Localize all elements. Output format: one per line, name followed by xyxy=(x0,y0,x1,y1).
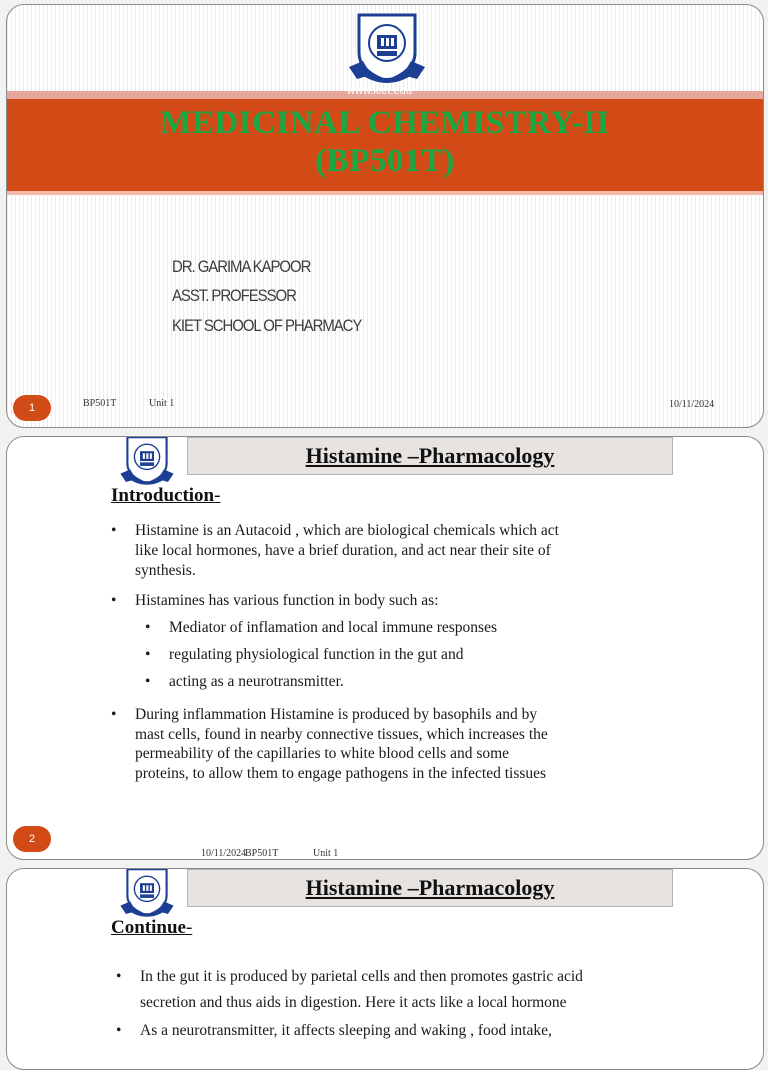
slide-title: Histamine –Pharmacology xyxy=(305,443,555,468)
slide-number-badge: 2 xyxy=(13,826,51,852)
bullet-line: mast cells, found in nearby connective tissues, which increases the xyxy=(135,725,548,743)
bullet-dot-icon: • xyxy=(111,706,117,723)
title-slide xyxy=(6,4,764,428)
bullet-line: regulating physiological function in the gut and xyxy=(169,646,464,663)
bullet-line: secretion and thus aids in digestion. Here it acts like a local hormone xyxy=(140,994,567,1011)
bullet-item xyxy=(111,705,548,783)
bullet-line: acting as a neurotransmitter. xyxy=(169,673,344,690)
slide-number-badge: 1 xyxy=(13,395,51,421)
bullet-line: In the gut it is produced by parietal cells and then promotes gastric acid xyxy=(140,968,583,985)
bullet-item xyxy=(116,1018,552,1044)
sub-bullet-item xyxy=(145,672,344,692)
bullet-line: synthesis. xyxy=(135,562,196,579)
author-position: ASST. PROFESSOR xyxy=(172,286,296,305)
bullet-item xyxy=(111,591,439,611)
footer-unit: Unit 1 xyxy=(149,398,175,409)
kiet-logo xyxy=(117,436,177,489)
section-heading xyxy=(111,917,192,939)
section-heading-suffix: - xyxy=(214,485,221,506)
footer-date: 10/11/2024 xyxy=(201,848,247,859)
sub-bullet-item xyxy=(145,645,464,665)
bullet-item xyxy=(111,521,559,581)
title-band-bottom xyxy=(7,191,763,195)
author-institution: KIET SCHOOL OF PHARMACY xyxy=(172,316,362,335)
bullet-line: proteins, to allow them to engage pathogens in the infected tissues xyxy=(135,764,547,782)
bullet-line: like local hormones, have a brief duration, and act near their site of xyxy=(135,542,551,559)
footer-course-code: BP501T xyxy=(83,398,117,409)
website-url: www.kiet.edu xyxy=(347,85,412,97)
bullet-item xyxy=(116,964,583,1016)
slide-title: Histamine –Pharmacology xyxy=(305,875,555,900)
bullet-dot-icon: • xyxy=(145,673,151,690)
section-heading-text: Continue xyxy=(111,917,186,938)
bullet-line: permeability of the capillaries to white blood cells and some xyxy=(135,745,510,762)
title-band xyxy=(7,99,763,191)
bullet-line: Histamines has various function in body such as: xyxy=(135,592,439,609)
kiet-logo xyxy=(117,868,177,921)
course-title: MEDICINAL CHEMISTRY-II xyxy=(160,105,610,141)
section-heading xyxy=(111,485,220,507)
bullet-line: Histamine is an Autacoid , which are biological chemicals which act xyxy=(135,522,559,539)
bullet-line: During inflammation Histamine is produced by basophils and by xyxy=(135,706,538,723)
bullet-line: As a neurotransmitter, it affects sleeping and waking , food intake, xyxy=(140,1022,552,1039)
course-code: (BP501T) xyxy=(315,143,455,179)
bullet-dot-icon: • xyxy=(116,968,122,985)
sub-bullet-item xyxy=(145,618,497,638)
author-name: DR. GARIMA KAPOOR xyxy=(172,257,311,276)
bullet-dot-icon: • xyxy=(145,619,151,636)
bullet-dot-icon: • xyxy=(116,1022,122,1039)
footer-date: 10/11/2024 xyxy=(669,399,715,410)
footer-unit: Unit 1 xyxy=(313,848,339,859)
footer-course-code: BP501T xyxy=(245,848,279,859)
kiet-logo xyxy=(347,9,427,89)
content-slide-continue xyxy=(6,868,764,1070)
bullet-dot-icon: • xyxy=(145,646,151,663)
bullet-line: Mediator of inflamation and local immune responses xyxy=(169,619,497,636)
section-heading-text: Introduction xyxy=(111,485,215,506)
section-heading-suffix: - xyxy=(185,917,193,938)
content-slide-intro xyxy=(6,436,764,860)
bullet-dot-icon: • xyxy=(111,592,117,609)
bullet-dot-icon: • xyxy=(111,522,117,539)
